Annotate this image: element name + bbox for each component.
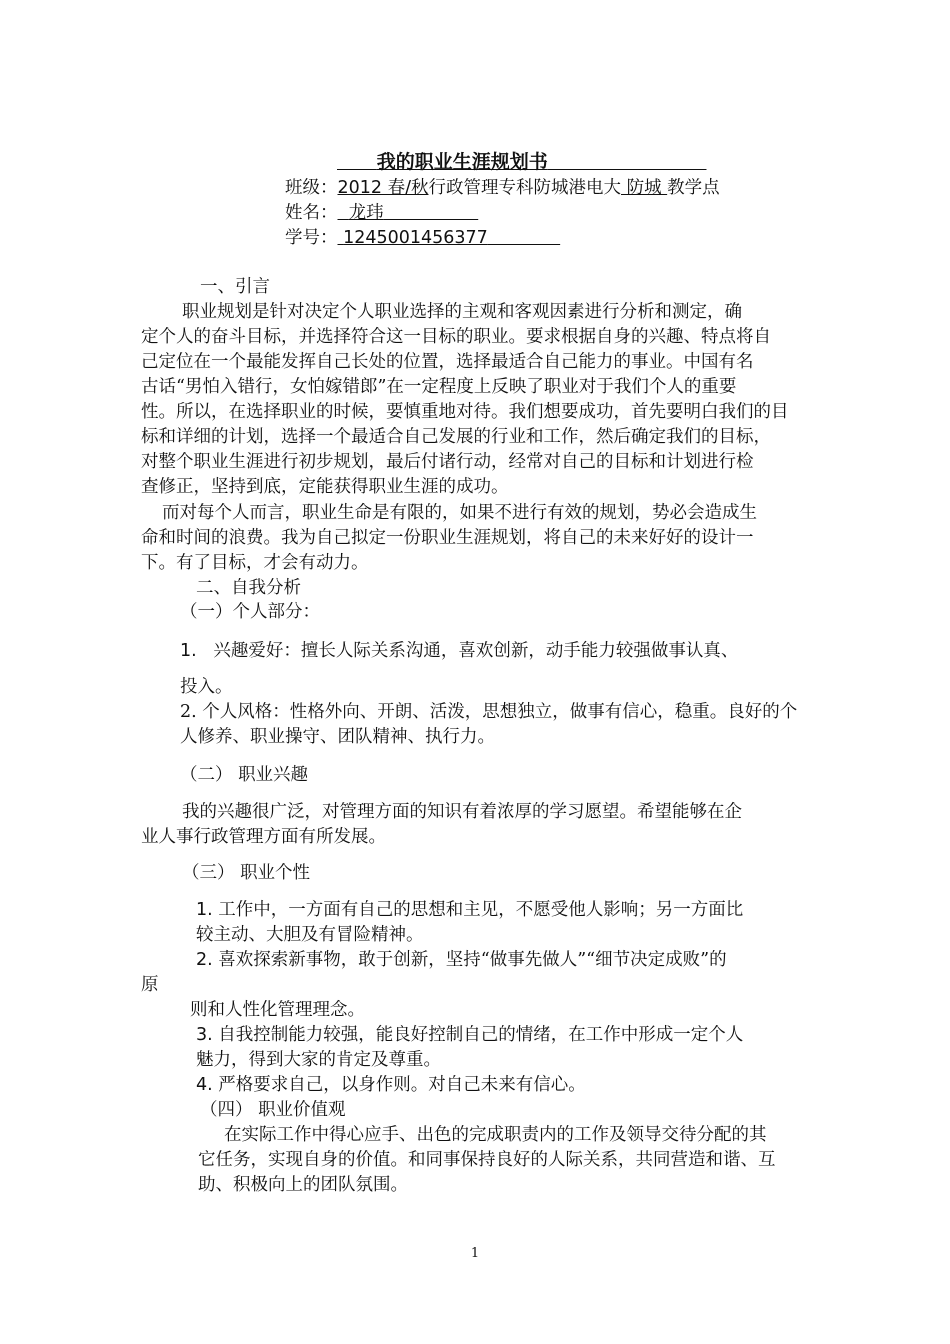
values-line1: 在实际工作中得心应手、出色的完成职责内的工作及领导交待分配的其	[224, 1125, 767, 1145]
intro-para1-line4: 古话“男怕入错行，女怕嫁错郎”在一定程度上反映了职业对于我们个人的重要	[141, 377, 737, 397]
personality-2-line2: 原	[141, 975, 159, 995]
style-line1: 2. 个人风格：性格外向、开朗、活泼，思想独立，做事有信心，稳重。良好的个	[180, 702, 798, 722]
interest-line2: 业人事行政管理方面有所发展。	[141, 827, 386, 847]
section-heading-self-analysis: 二、自我分析	[196, 578, 301, 598]
personality-3-number: 3.	[196, 1025, 213, 1045]
subheading-interest: （二） 职业兴趣	[180, 765, 309, 785]
personality-1-line1	[196, 898, 743, 922]
student-id-label: 学号：	[285, 228, 338, 248]
name-value: 龙玮	[348, 203, 384, 223]
document-title	[337, 150, 706, 174]
personality-2-line1	[196, 948, 727, 972]
personality-2-line3: 则和人性化管理理念。	[190, 1000, 365, 1020]
class-center: 防城	[621, 178, 668, 198]
subheading-personal: （一）个人部分：	[180, 602, 320, 622]
personality-1-number: 1.	[196, 900, 213, 920]
personality-1-line2: 较主动、大胆及有冒险精神。	[196, 925, 424, 945]
class-term: 2012 春/秋	[337, 178, 429, 198]
intro-para1-line6: 标和详细的计划，选择一个最适合自己发展的行业和工作，然后确定我们的目标，	[141, 427, 771, 447]
intro-para1-line2: 定个人的奋斗目标，并选择符合这一目标的职业。要求根据自身的兴趣、特点将自	[141, 327, 771, 347]
values-line3: 助、积极向上的团队氛围。	[198, 1175, 408, 1195]
intro-para1-line3: 己定位在一个最能发挥自己长处的位置，选择最适合自己能力的事业。中国有名	[141, 352, 754, 372]
interest-line1: 我的兴趣很广泛，对管理方面的知识有着浓厚的学习愿望。希望能够在企	[182, 802, 742, 822]
intro-para1-line7: 对整个职业生涯进行初步规划，最后付诸行动，经常对自己的目标和计划进行检	[141, 452, 754, 472]
hobby-text: 兴趣爱好：擅长人际关系沟通，喜欢创新，动手能力较强做事认真、	[213, 641, 739, 661]
intro-para1-line1: 职业规划是针对决定个人职业选择的主观和客观因素进行分析和测定，确	[182, 302, 742, 322]
subheading-personality: （三） 职业个性	[182, 863, 311, 883]
personality-2-text: 喜欢探索新事物，敢于创新，坚持“做事先做人”“细节决定成败”的	[218, 950, 727, 970]
personality-4-number: 4.	[196, 1075, 213, 1095]
subheading-values: （四） 职业价值观	[200, 1100, 346, 1120]
values-line2: 它任务，实现自身的价值。和同事保持良好的人际关系，共同营造和谐、互	[198, 1150, 776, 1170]
style-line2: 人修养、职业操守、团队精神、执行力。	[180, 727, 495, 747]
personality-4-text: 严格要求自己，以身作则。对自己未来有信心。	[218, 1075, 586, 1095]
intro-para1-line8: 查修正，坚持到底，定能获得职业生涯的成功。	[141, 477, 509, 497]
personality-3-line1	[196, 1023, 743, 1047]
personality-3-line2: 魅力，得到大家的肯定及尊重。	[196, 1050, 441, 1070]
page-number: 1	[470, 1246, 480, 1261]
personality-4-line1	[196, 1073, 586, 1097]
personality-2-number: 2.	[196, 950, 213, 970]
student-id-wrap	[338, 228, 561, 248]
class-line	[285, 176, 720, 200]
personality-3-text: 自我控制能力较强，能良好控制自己的情绪，在工作中形成一定个人	[218, 1025, 744, 1045]
hobby-line2: 投入。	[180, 677, 233, 697]
student-id-value: 1245001456377	[343, 228, 488, 248]
intro-para1-line5: 性。所以，在选择职业的时候，要慎重地对待。我们想要成功，首先要明白我们的目	[141, 402, 789, 422]
personality-1-text: 工作中，一方面有自己的思想和主见，不愿受他人影响；另一方面比	[218, 900, 744, 920]
intro-para2-line3: 下。有了目标，才会有动力。	[141, 553, 369, 573]
intro-para2-line1: 而对每个人而言，职业生命是有限的，如果不进行有效的规划，势必会造成生	[162, 503, 757, 523]
name-line	[285, 201, 478, 225]
section-heading-introduction: 一、引言	[200, 277, 270, 297]
class-program: 行政管理专科防城港电大	[428, 178, 621, 198]
name-value-wrap	[338, 203, 479, 223]
student-id-line	[285, 226, 560, 250]
name-label: 姓名：	[285, 203, 338, 223]
hobby-line1	[180, 639, 738, 663]
intro-para2-line2: 命和时间的浪费。我为自己拟定一份职业生涯规划，将自己的未来好好的设计一	[141, 528, 754, 548]
hobby-number: 1.	[180, 641, 197, 661]
title-text: 我的职业生涯规划书	[376, 151, 548, 173]
class-suffix: 教学点	[667, 178, 720, 198]
class-label: 班级：	[285, 178, 338, 198]
